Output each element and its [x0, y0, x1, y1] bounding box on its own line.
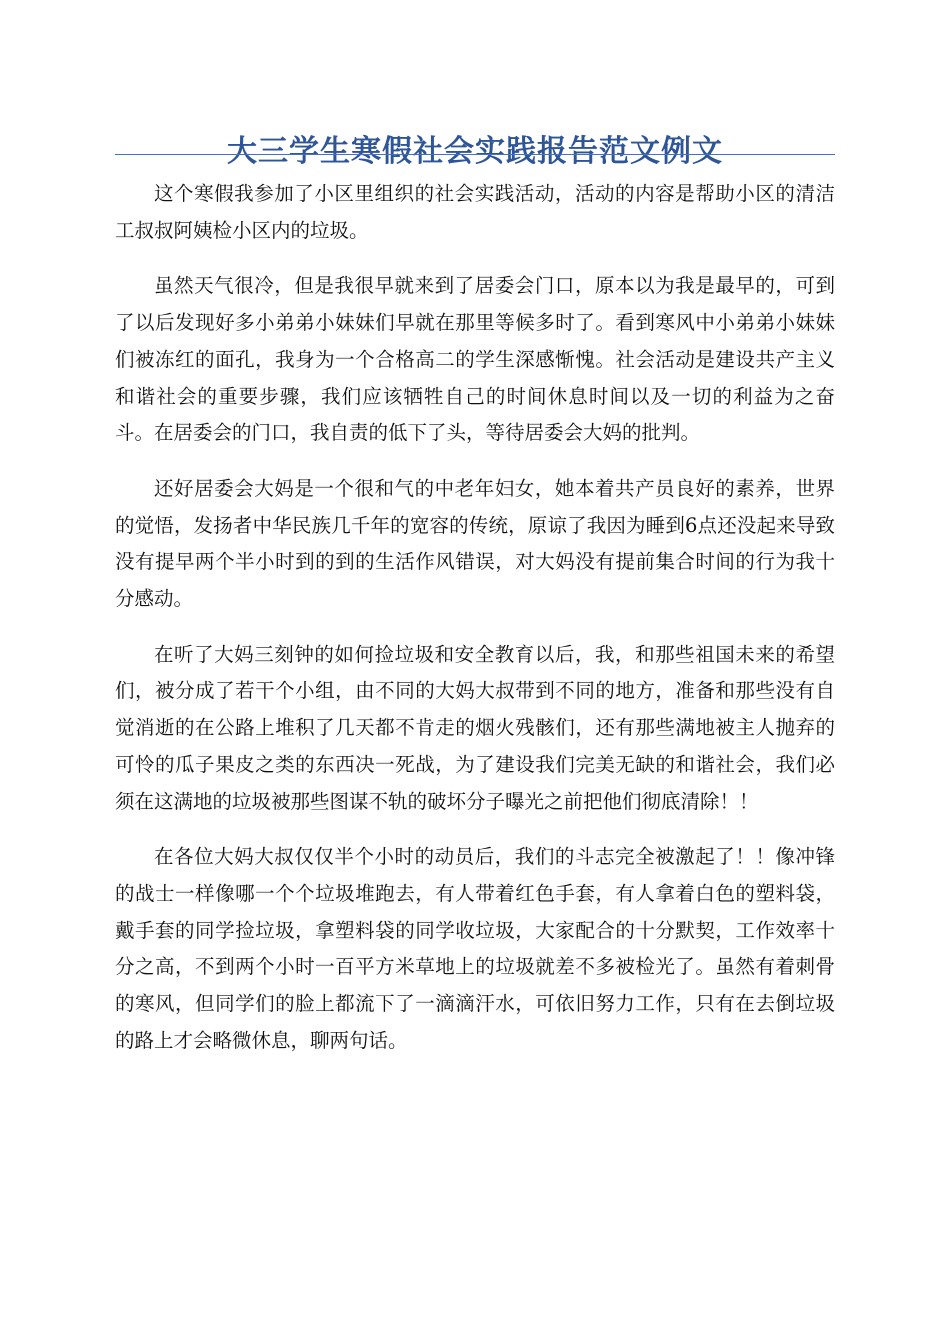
title-underline [115, 154, 835, 155]
paragraph-5: 在各位大妈大叔仅仅半个小时的动员后，我们的斗志完全被激起了！！像冲锋的战士一样像哪一个个垃圾堆跑去，有人带着红色手套，有人拿着白色的塑料袋，戴手套的同学捡垃圾，拿塑料袋的同学收垃圾，大家配合的十分默契，工作效率十分之高，不到两个小时一百平方米草地上的垃圾就差不多被检光了。虽然有着刺骨的寒风，但同学们的脸上都流下了一滴滴汗水，可依旧努力工作，只有在去倒垃圾的路上才会略微休息，聊两句话。 [115, 845, 835, 1052]
paragraph-2: 虽然天气很冷，但是我很早就来到了居委会门口，原本以为我是最早的，可到了以后发现好多小弟弟小妹妹们早就在那里等候多时了。看到寒风中小弟弟小妹妹们被冻红的面孔，我身为一个合格高二的学生深感惭愧。社会活动是建设共产主义和谐社会的重要步骤，我们应该牺牲自己的时间休息时间以及一切的利益为之奋斗。在居委会的门口，我自责的低下了头，等待居委会大妈的批判。 [115, 274, 835, 445]
paragraph-1: 这个寒假我参加了小区里组织的社会实践活动，活动的内容是帮助小区的清洁工叔叔阿姨检小区内的垃圾。 [115, 182, 835, 242]
paragraph-4: 在听了大妈三刻钟的如何捡垃圾和安全教育以后，我，和那些祖国未来的希望们，被分成了若干个小组，由不同的大妈大叔带到不同的地方，准备和那些没有自觉消逝的在公路上堆积了几天都不肯走的烟火残骸们，还有那些满地被主人抛弃的可怜的瓜子果皮之类的东西决一死战，为了建设我们完美无缺的和谐社会，我们必须在这满地的垃圾被那些图谋不轨的破坏分子曝光之前把他们彻底清除！！ [115, 642, 835, 813]
document-title: 大三学生寒假社会实践报告范文例文 [227, 134, 723, 170]
document-body [115, 176, 835, 1078]
paragraph-3: 还好居委会大妈是一个很和气的中老年妇女，她本着共产员良好的素养，世界的觉悟，发扬者中华民族几千年的宽容的传统，原谅了我因为睡到6点还没起来导致没有提早两个半小时到的到的生活作风错误，对大妈没有提前集合时间的行为我十分感动。 [115, 476, 835, 611]
